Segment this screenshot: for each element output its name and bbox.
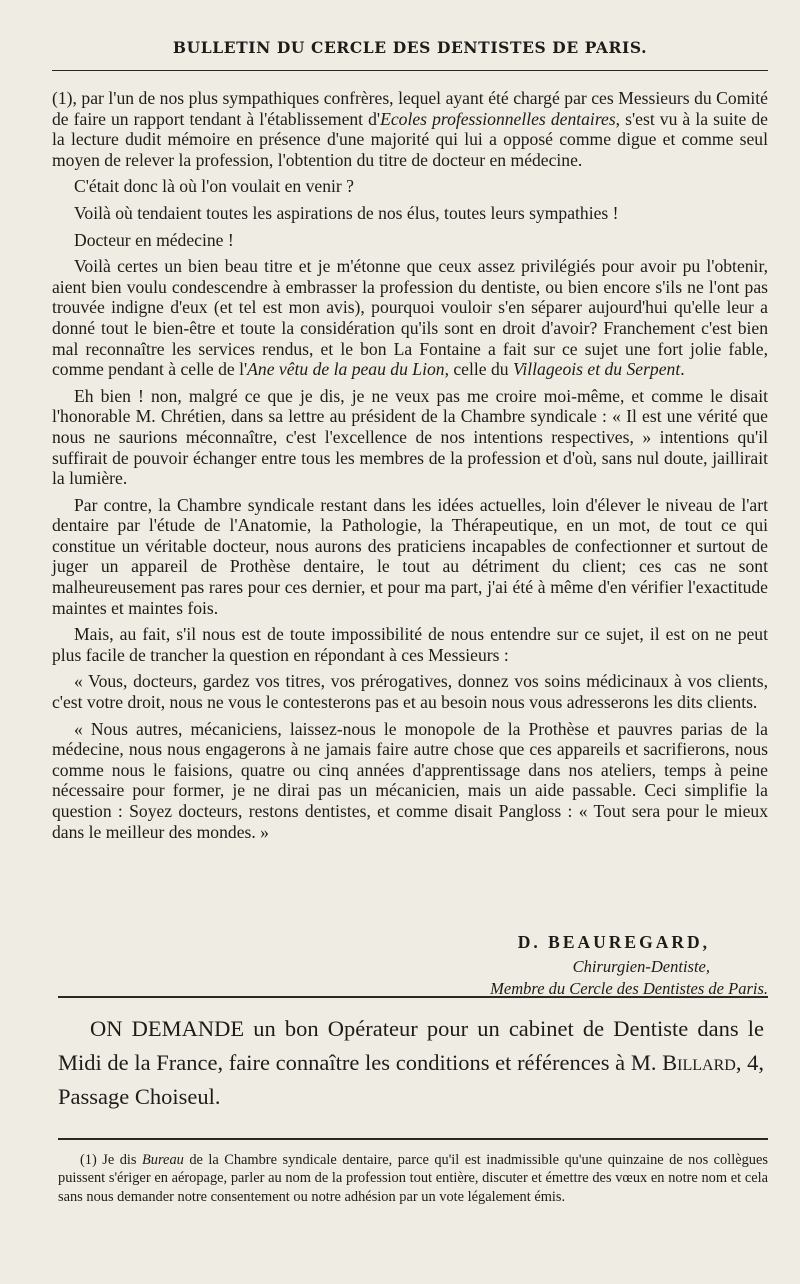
author-membership: Membre du Cercle des Dentistes de Paris. [490,979,768,998]
classified-advert [58,1012,764,1114]
paragraph-6: Eh bien ! non, malgré ce que je dis, je ne veux pas me croire moi-même, et comme le disait l'honorable M. Chrétien, dans sa lettre au président de la Chambre syndicale : « Il est une vérité que nous ne saurions méconnaître, c'est l'excellence de nos intentions respectives, » intentions qu'il suffirait de pouvoir échanger entre tous les membres de la profession et d'où, sans nul doute, jaillirait la lumière. [52,385,768,489]
paragraph-1-text-c: , s'est vu à la suite de la lecture dudit mémoire en présence d'une majorité qui lui a opposé comme digue et comme seul moyen de relever la profession, l'obtention du titre de docteur en médecine. [52,108,768,170]
footnote-text-c: de la Chambre syndicale dentaire, parce qu'il est inadmissible qu'une quinzaine de nos collègues puissent s'ériger en aéropage, parler au nom de la profession tout entière, discuter et émettre des vœux en notre nom et cela sans nous demander notre consentement ou notre adhésion par un vote légalement émis. [58,1152,768,1205]
header-rule [52,70,768,71]
fable-title-1: Ane vêtu de la peau du Lion [247,359,445,380]
advert-text [58,1012,764,1114]
advert-lead: ON DEMANDE [90,1016,245,1041]
advert-contact-name: Billard [662,1050,736,1075]
paragraph-1-emphasis: Ecoles professionnelles dentaires [380,108,616,129]
author-name: D. BEAUREGARD, [517,932,710,952]
paragraph-9: « Vous, docteurs, gardez vos titres, vos prérogatives, donnez vos soins médicinaux à vos clients, c'est votre droit, nous ne vous le contesterons pas et au besoin nous vous adresserons les dits clients. [52,671,768,713]
fable-title-2: Villageois et du Serpent [512,359,681,380]
paragraph-5 [52,256,768,380]
advert-bottom-rule [58,1138,768,1140]
signature-block [52,932,768,999]
paragraph-5-text-a: Voilà certes un bien beau titre et je m'étonne que ceux assez privilégiés pour avoir pu l'obtenir, aient bien voulu condescendre à embrasser la profession du dentiste, ou bien encore s'ils ne l'ont pas trouvée indigne d'eux (et tel est mon avis), pourquoi vouloir s'en séparer aujourd'hui qu'elle leur a donné tout le bien-être et toute la considération qu'ils sont en droit d'avoir? Franchement c'est bien mal reconnaître les services rendus, et le bon La Fontaine a fait sur ce sujet une fort jolie fable, comme pendant à celle de l' [52,256,768,380]
advert-top-rule [58,996,768,998]
article-body [52,88,768,842]
advert-text-b: , 4, Passage Choiseul. [58,1050,764,1109]
footnote-text [58,1151,768,1206]
paragraph-10: « Nous autres, mécaniciens, laissez-nous le monopole de la Prothèse et pauvres parias de la médecine, nous nous engagerons à ne jamais faire autre chose que ces appareils et sacrifierons, nous comme nous le faisions, quatre ou cinq années d'apprentissage dans nos ateliers, temps à peine nécessaire pour former, je ne dirai pas un mécanicien, mais un aide passable. Ceci simplifie la question : Soyez docteurs, restons dentistes, et comme disait Pangloss : « Tout sera pour le mieux dans le meilleur des mondes. » [52,718,768,842]
paragraph-1 [52,88,768,170]
paragraph-5-text-e: . [680,359,685,380]
running-header: BULLETIN DU CERCLE DES DENTISTES DE PARIS. [172,38,648,57]
paragraph-2: C'était donc là où l'on voulait en venir ? [74,176,354,197]
author-role: Chirurgien-Dentiste, [572,957,710,976]
advert-text-a: un bon Opérateur pour un cabinet de Dentiste dans le Midi de la France, faire connaître les conditions et références à M. [58,1016,764,1075]
paragraph-3: Voilà où tendaient toutes les aspirations de nos élus, toutes leurs sympathies ! [74,202,619,223]
footnote-emphasis: Bureau [142,1152,184,1168]
paragraph-8: Mais, au fait, s'il nous est de toute impossibilité de nous entendre sur ce sujet, il est on ne peut plus facile de trancher la question en répondant à ces Messieurs : [52,624,768,665]
paragraph-5-text-c: , celle du [444,359,513,380]
footnote-marker: (1) Je dis [80,1152,142,1168]
footnote [58,1151,768,1206]
paragraph-4: Docteur en médecine ! [74,229,234,250]
paragraph-7: Par contre, la Chambre syndicale restant dans les idées actuelles, loin d'élever le niveau de l'art dentaire par l'étude de l'Anatomie, la Pathologie, la Thérapeutique, en un mot, de tout ce qui constitue un véritable docteur, nous aurons des praticiens incapables de confectionner et surtout de juger un appareil de Prothèse dentaire, le tout au détriment du client; ces cas ne sont malheureusement pas rares pour ces dernier, et pour ma part, j'ai été à même d'en vérifier l'exactitude maintes et maintes fois. [52,494,768,618]
paragraph-1-text-a: (1), par l'un de nos plus sympathiques confrères, lequel ayant été chargé par ces Messieurs du Comité de faire un rapport tendant à l'établissement d' [52,88,768,129]
